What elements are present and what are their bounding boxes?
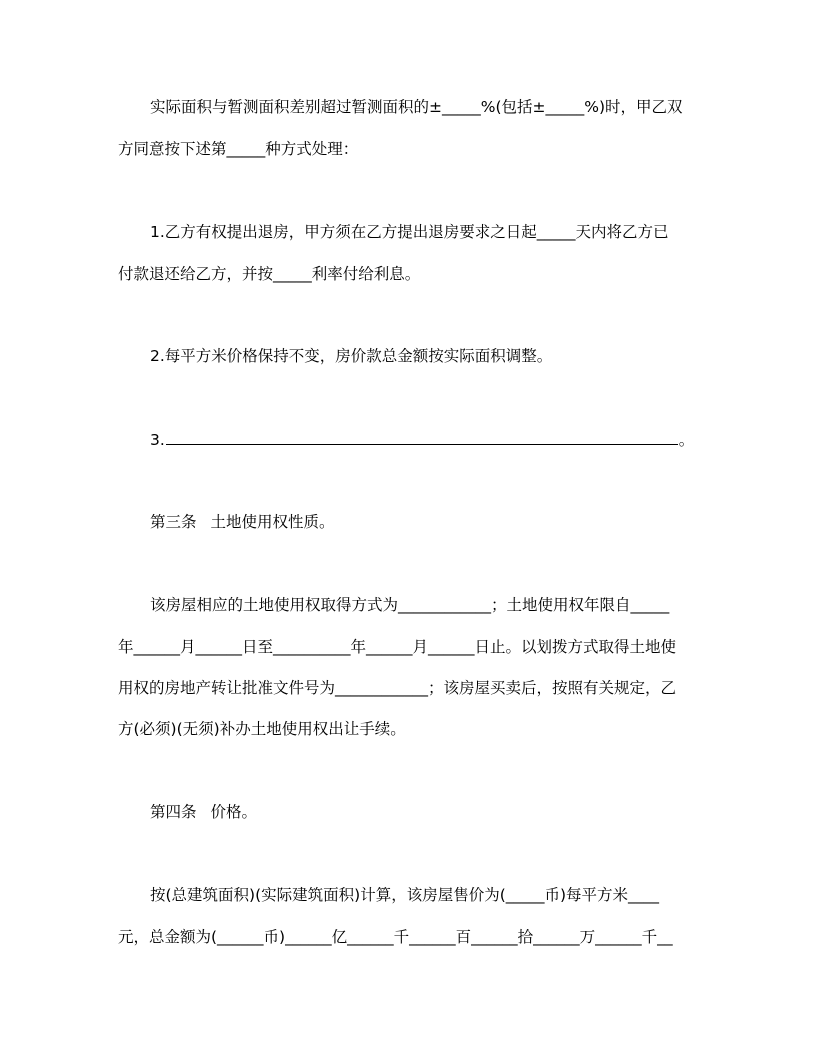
option-3 <box>150 429 698 450</box>
paragraph-area-difference-line2: 方同意按下述第_____种方式处理： <box>118 140 359 158</box>
article-3-title: 土地使用权性质。 <box>210 513 335 531</box>
option-3-blank <box>166 429 678 445</box>
option-3-suffix: 。 <box>678 431 695 449</box>
option-2: 2.每平方米价格保持不变，房价款总金额按实际面积调整。 <box>150 347 553 365</box>
option-1-line2: 付款退还给乙方，并按_____利率付给利息。 <box>118 265 421 283</box>
option-3-prefix: 3. <box>150 431 165 449</box>
land-use-line4: 方(必须)(无须)补办土地使用权出让手续。 <box>118 720 406 738</box>
land-use-line3: 用权的房地产转让批准文件号为____________；该房屋买卖后，按照有关规定，乙 <box>118 679 677 697</box>
article-3-heading <box>150 512 698 532</box>
article-4-number: 第四条 <box>150 803 197 821</box>
article-4-heading <box>150 802 698 822</box>
land-use-line1: 该房屋相应的土地使用权取得方式为____________；土地使用权年限自_____ <box>150 596 670 614</box>
land-use-line2: 年______月______日至__________年______月______日止。以划拨方式取得土地使 <box>118 638 677 656</box>
price-line2: 元，总金额为(______币)______亿______千______百______拾______万______千__ <box>118 928 673 946</box>
article-4-title: 价格。 <box>210 803 258 821</box>
option-1-line1: 1.乙方有权提出退房，甲方须在乙方提出退房要求之日起_____天内将乙方已 <box>150 223 669 241</box>
paragraph-area-difference-line1: 实际面积与暂测面积差别超过暂测面积的±_____%(包括±_____%)时，甲乙双 <box>150 98 683 116</box>
article-3-number: 第三条 <box>150 513 197 531</box>
price-line1: 按(总建筑面积)(实际建筑面积)计算，该房屋售价为(_____币)每平方米____ <box>150 886 660 904</box>
